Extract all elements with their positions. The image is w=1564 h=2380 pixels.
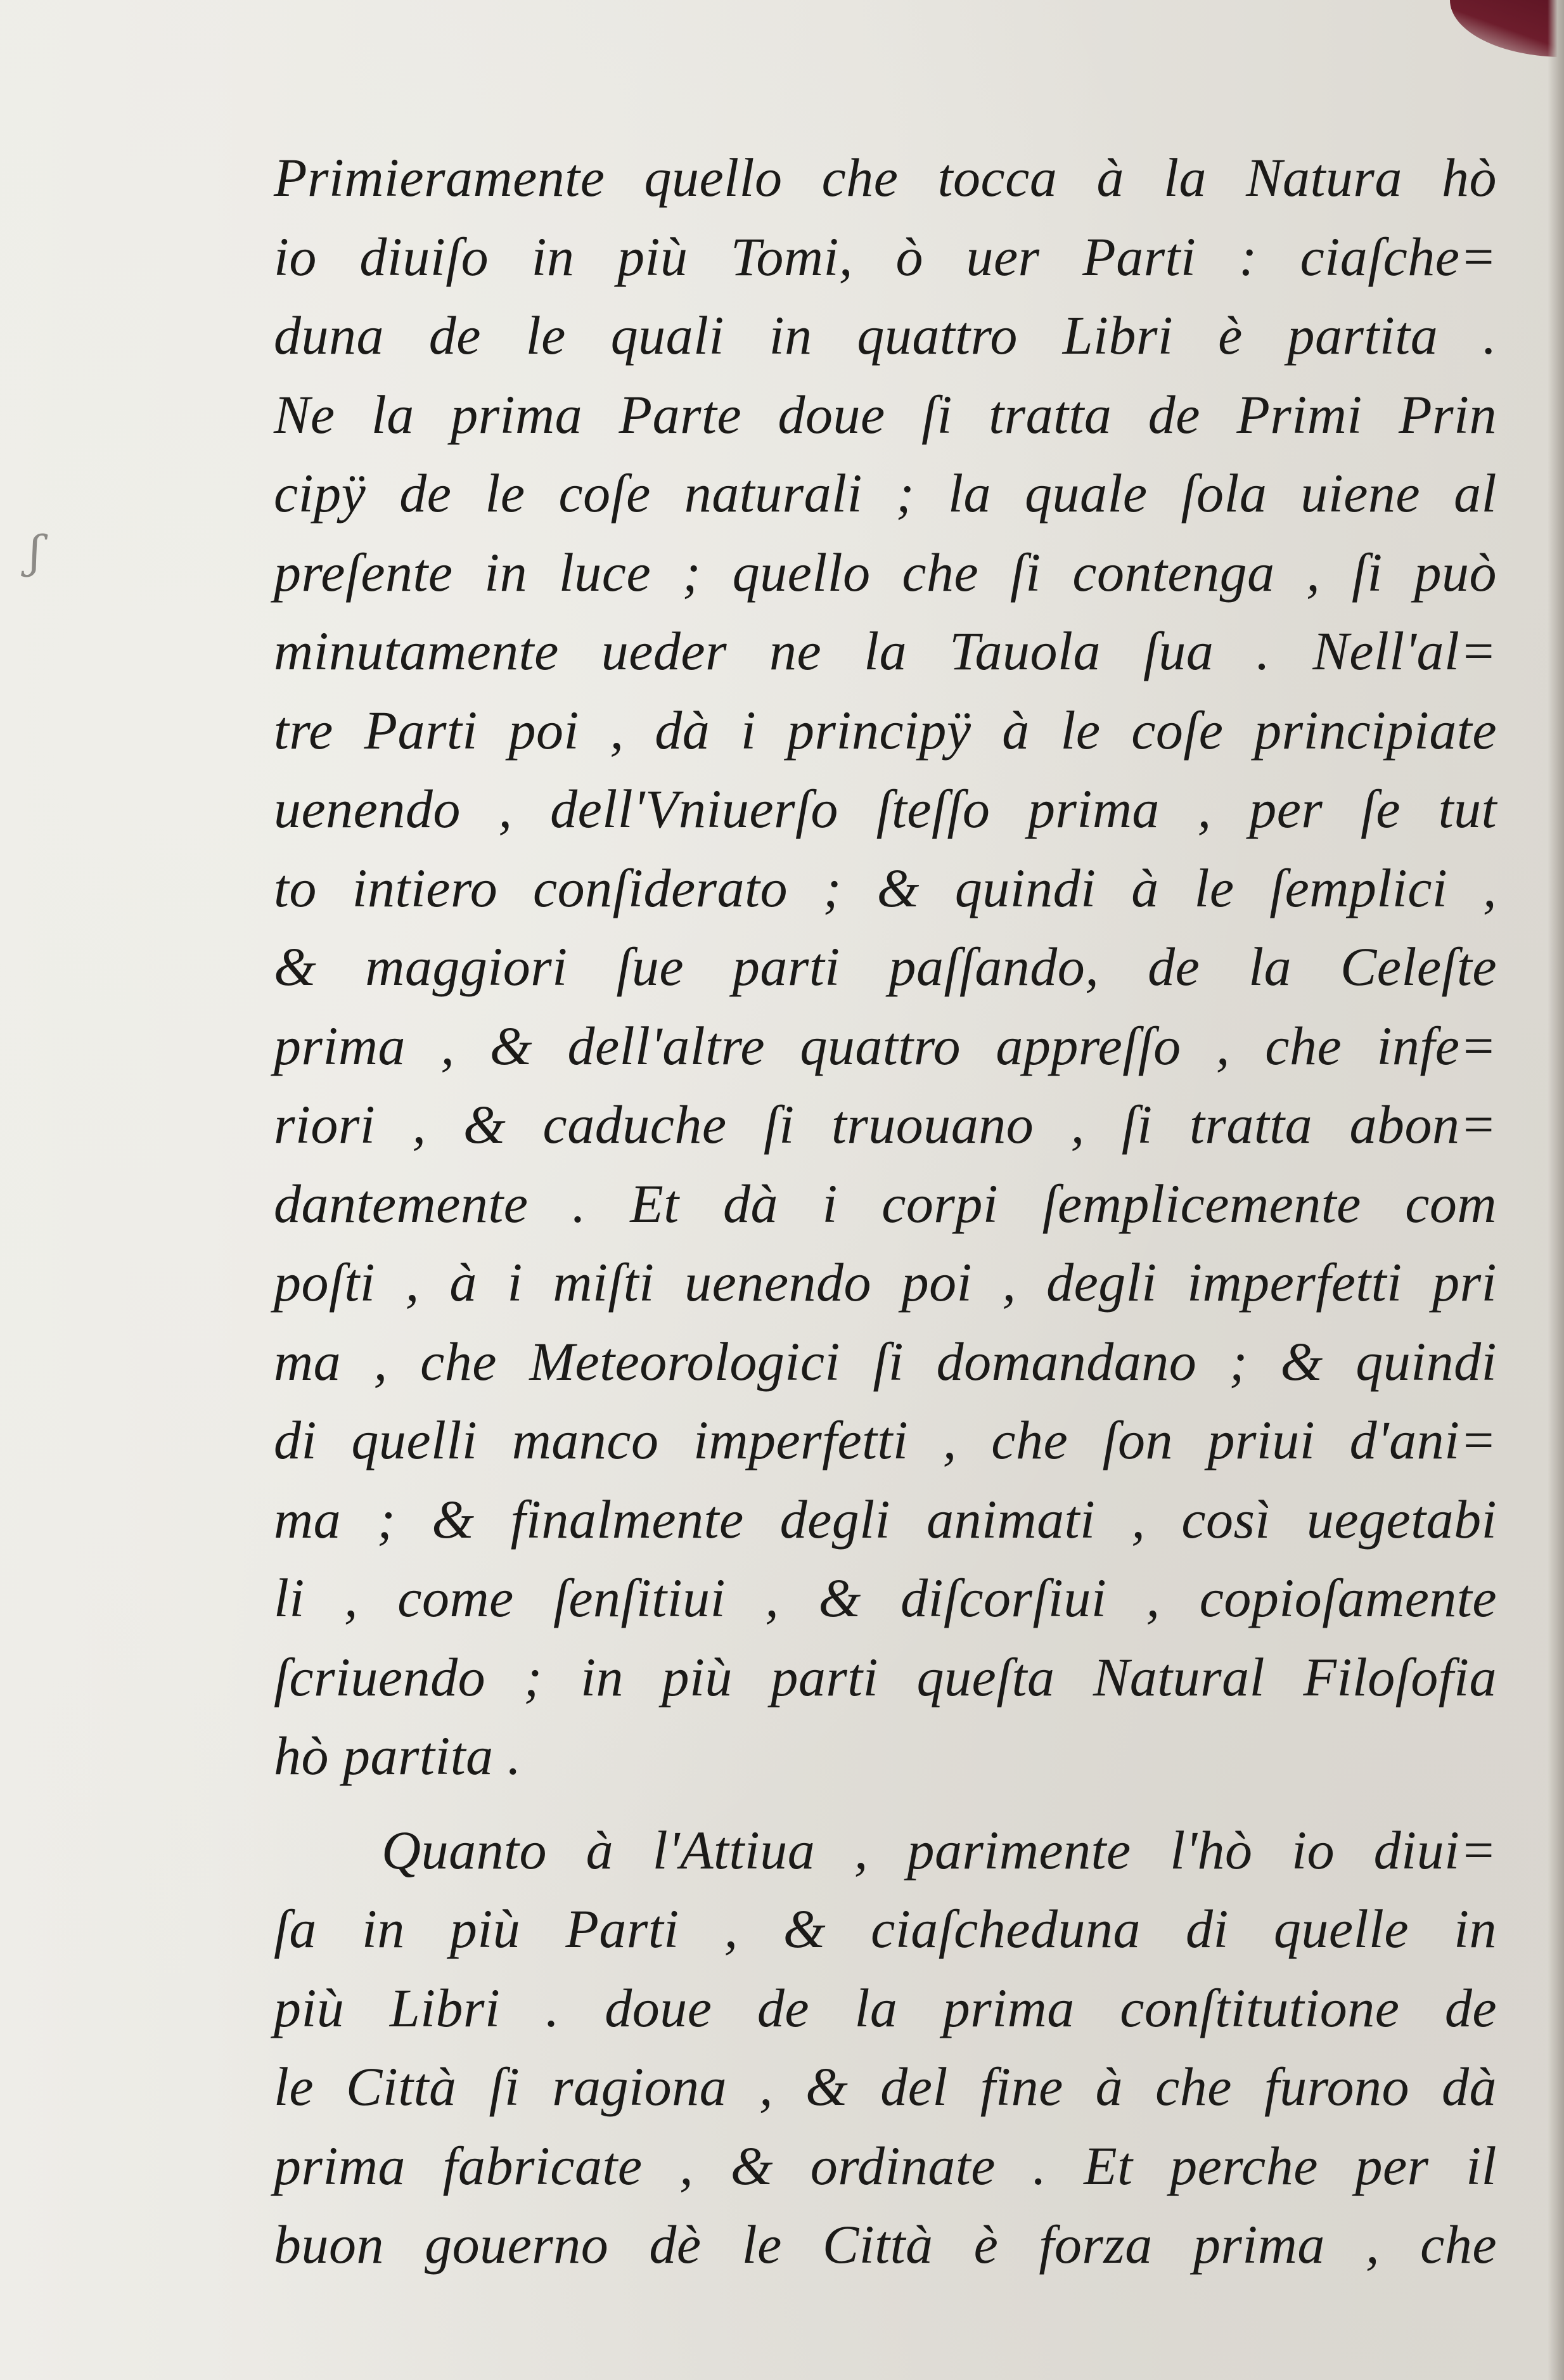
text-line: li , come ſenſitiui , & diſcorſiui , copioſamente <box>274 1567 1497 1628</box>
text-line: minutamente ueder ne la Tauola ſua . Nell'al= <box>274 621 1497 681</box>
text-line: Ne la prima Parte doue ſi tratta de Primi Prin <box>274 383 1497 445</box>
text-line: ſa in più Parti , & ciaſcheduna di quelle in <box>274 1898 1497 1959</box>
text-line: uenendo , dell'Vniuerſo ſteſſo prima , per ſe tut <box>274 778 1497 839</box>
text-line: ma ; & finalmente degli animati , così uegetabi <box>274 1488 1497 1550</box>
page-edge-shadow <box>1548 0 1564 2380</box>
text-line: hò partita . <box>274 1725 522 1786</box>
text-line: prima , & dell'altre quattro appreſſo , che infe= <box>274 1015 1497 1076</box>
text-line: Quanto à l'Attiua , parimente l'hò io diui= <box>381 1819 1497 1881</box>
text-line: tre Parti poi , dà i principÿ à le coſe principiate <box>274 699 1497 761</box>
paragraph-1 <box>274 138 1497 1796</box>
text-line: to intiero conſiderato ; & quindi à le ſemplici , <box>274 857 1497 918</box>
text-line: cipÿ de le coſe naturali ; la quale ſola uiene al <box>274 463 1497 524</box>
text-line: io diuiſo in più Tomi, ò uer Parti : ciaſche= <box>274 226 1497 287</box>
text-line: duna de le quali in quattro Libri è partita . <box>274 305 1497 366</box>
text-line: buon gouerno dè le Città è forza prima , che <box>274 2214 1497 2275</box>
text-line: poſti , à i miſti uenendo poi , degli imperfetti pri <box>274 1252 1497 1313</box>
paragraph-2 <box>274 1811 1497 2284</box>
text-line: ſcriuendo ; in più parti queſta Natural Filoſofia <box>274 1646 1497 1708</box>
text-line: preſente in luce ; quello che ſi contenga , ſi può <box>274 541 1497 603</box>
text-line: riori , & caduche ſi truouano , ſi tratta abon= <box>274 1094 1497 1155</box>
text-line: di quelli manco imperfetti , che ſon priui d'ani= <box>274 1410 1497 1470</box>
book-cover-edge <box>1450 0 1564 57</box>
text-line: più Libri . doue de la prima conſtitutione de <box>274 1977 1497 2038</box>
text-line: ma , che Meteorologici ſi domandano ; & quindi <box>274 1330 1497 1392</box>
text-line: le Città ſi ragiona , & del fine à che furono dà <box>274 2056 1497 2117</box>
text-line: dantemente . Et dà i corpi ſemplicemente com <box>274 1173 1497 1234</box>
text-line: & maggiori ſue parti paſſando, de la Celeſte <box>274 936 1497 997</box>
paragraph-gap <box>274 1796 1497 1811</box>
pencil-margin-mark: ʃ <box>29 526 42 578</box>
text-line: prima fabricate , & ordinate . Et perche per il <box>274 2135 1497 2196</box>
text-line: Primieramente quello che tocca à la Natura hò <box>274 147 1497 208</box>
body-text <box>274 138 1497 2284</box>
